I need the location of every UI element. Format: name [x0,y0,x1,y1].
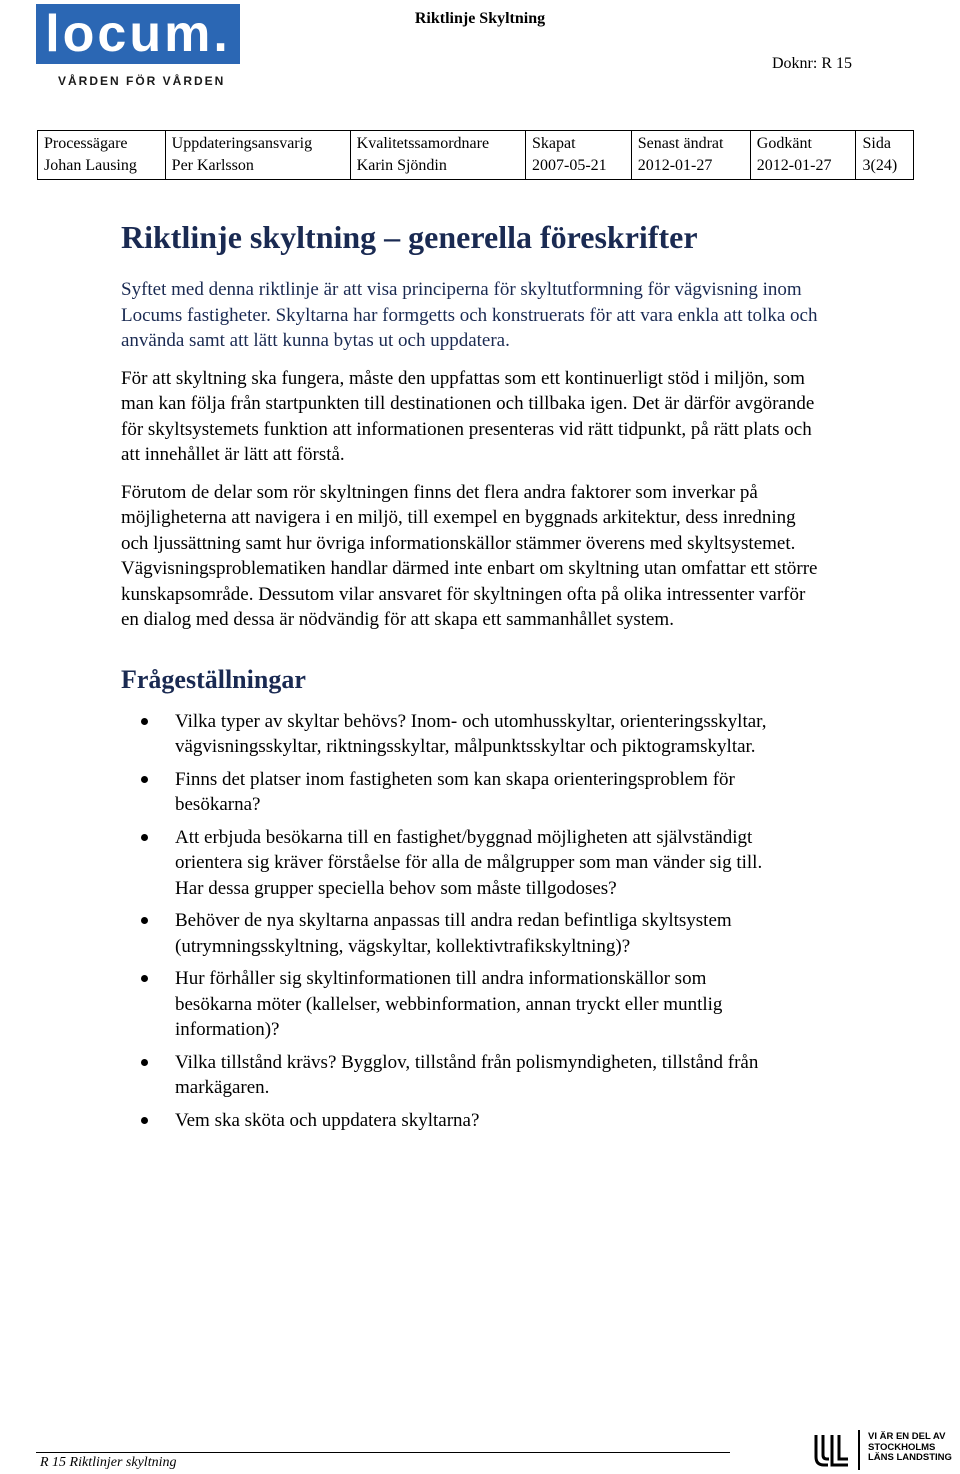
bullet-icon [141,1117,148,1124]
bullet-icon [141,1059,148,1066]
document-meta-table [37,130,914,180]
meta-row [38,131,914,180]
question-list [121,709,821,1134]
bullet-icon [141,975,148,982]
meta-label: Processägare [44,135,128,152]
footer-divider [36,1452,730,1453]
meta-cell-approved [750,131,856,180]
meta-value: 3(24) [862,157,898,174]
sll-line-1: VI ÄR EN DEL AV [868,1431,946,1442]
list-item-text: Vem ska sköta och uppdatera skyltarna? [175,1109,480,1131]
list-item [121,825,785,902]
list-item [121,1108,785,1134]
meta-cell-quality-coordinator [350,131,525,180]
meta-cell-update-responsible [165,131,350,180]
section-heading: Frågeställningar [121,664,306,694]
sll-line-3: LÄNS LANDSTING [868,1452,952,1463]
meta-value: 2007-05-21 [532,157,607,174]
page-title: Riktlinje skyltning – generella föreskrifter [121,219,698,255]
meta-value: 2012-01-27 [637,157,713,174]
meta-label: Godkänt [756,135,812,152]
meta-label: Uppdateringsansvarig [171,135,313,152]
sll-emblem-icon [812,1431,852,1471]
meta-cell-created [526,131,632,180]
list-item [121,908,785,959]
list-item [121,966,785,1043]
document-header-title: Riktlinje Skyltning [414,10,546,27]
meta-value: Per Karlsson [171,157,254,174]
bullet-icon [141,917,148,924]
body-paragraph-2: Förutom de delar som rör skyltningen finns det flera andra faktorer som inverkar på möjligheterna att navigera i en miljö, till exempel en byggnads arkitektur, dess inredning och ljussättning samt hur övriga informationskällor stämmer överens med skyltsystemet. Vägvisningsproblematiken handlar därmed inte enbart om skyltning utan omfattar ett större kunskapsområde. Dessutom vilar ansvaret för skyltningen ofta på olika intressenter varför en dialog med dessa är nödvändig för att skapa ett sammanhållet system. [121,481,818,630]
meta-cell-last-changed [631,131,750,180]
meta-label: Skapat [532,135,576,152]
list-item [121,767,785,818]
sll-text [868,1432,952,1464]
meta-value: Karin Sjöndin [356,157,447,174]
intro-paragraph: Syftet med denna riktlinje är att visa principerna för skyltutformning för vägvisning inom Locums fastigheter. Skyltarna har formgetts och konstruerats för att vara enkla att tolka och använda samt att lätt kunna bytas ut och uppdatera. [121,279,818,351]
bullet-icon [141,776,148,783]
meta-cell-page [856,131,914,180]
list-item [121,1050,785,1101]
meta-cell-process-owner [38,131,166,180]
meta-label: Sida [862,135,891,152]
list-item-text: Vilka typer av skyltar behövs? Inom- och utomhusskyltar, orienteringsskyltar, vägvisningsskyltar, riktningsskyltar, målpunktsskyltar och piktogramskyltar. [175,710,767,757]
meta-label: Kvalitetssamordnare [356,135,490,152]
list-item-text: Vilka tillstånd krävs? Bygglov, tillstånd från polismyndigheten, tillstånd från markägaren. [175,1051,759,1098]
footer-document-name: R 15 Riktlinjer skyltning [40,1455,177,1470]
list-item-text: Hur förhåller sig skyltinformationen till andra informationskällor som besökarna möter (kallelser, webbinformation, annan tryckt eller muntlig information)? [175,968,723,1040]
bullet-icon [141,834,148,841]
locum-logo-tagline: VÅRDEN FÖR VÅRDEN [58,74,226,88]
list-item-text: Att erbjuda besökarna till en fastighet/byggnad möjligheten att självständigt orientera sig kräver förståelse för alla de målgrupper som man vänder sig till. Har dessa grupper speciella behov som måste tillgodoses? [175,826,763,899]
list-item [121,709,785,760]
body-paragraph-1: För att skyltning ska fungera, måste den uppfattas som ett kontinuerligt stöd i miljön, som man kan följa från startpunkten till destinationen och tillbaka igen. Det är därför avgörande för skyltsystemets funktion att informationen presenteras vid rätt tidpunkt, på rätt plats och att innehållet är lätt att förstå. [121,367,815,465]
meta-value: Johan Lausing [44,157,137,174]
sll-divider [858,1430,860,1470]
list-item-text: Finns det platser inom fastigheten som kan skapa orienteringsproblem för besökarna? [175,768,735,815]
sll-line-2: STOCKHOLMS [868,1441,936,1453]
document-number: Doknr: R 15 [772,55,852,72]
meta-label: Senast ändrat [637,135,724,152]
sll-logo [812,1428,960,1474]
locum-logo-wordmark: locum. [36,4,240,64]
list-item-text: Behöver de nya skyltarna anpassas till andra redan befintliga skyltsystem (utrymningsskyltning, vägskyltar, kollektivtrafikskyltning)? [175,910,732,957]
bullet-icon [141,718,148,725]
meta-value: 2012-01-27 [756,157,832,174]
document-body [121,216,821,1140]
